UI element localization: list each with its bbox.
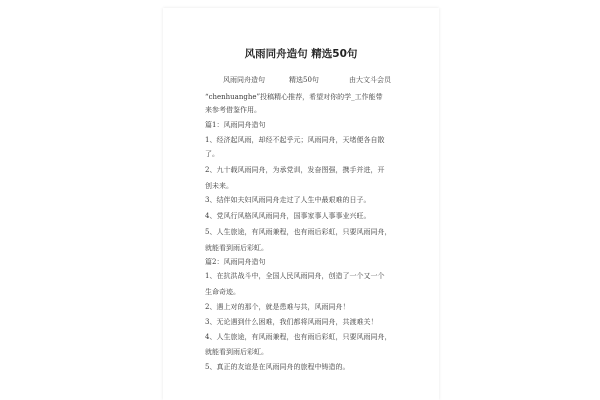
paragraph-line: 1、经济起风雨，却经不起乎元；风雨同舟，天堵便各自散 [205,136,385,144]
section-heading: 篇2：风雨同舟造句 [205,258,266,266]
meta-tag: 精选50句 [289,76,319,84]
paragraph-line: 2、九十载风雨同舟，为承党训，发奋图强，携手并进，开 [205,166,385,174]
paragraph-line: 2、遇上对的那个，就是患难与共，风雨同舟！ [205,303,350,311]
paragraph-line: 3、结伴如夫妇风雨同舟走过了人生中最艰难的日子。 [205,196,371,204]
document-meta [205,76,391,85]
meta-author: 由大文斗会员 [349,76,391,84]
intro-line: 来参考借鉴作用。 [205,106,261,114]
paragraph-line: 4、党风行风格风风雨同舟，国事家事人事事业兴旺。 [205,212,371,220]
paragraph-line: 生命奇迹。 [205,288,240,296]
paragraph-line: 5、真正的友谊是在风雨同舟的旅程中铸造的。 [205,363,350,371]
document-page [163,8,439,400]
meta-name: 风雨同舟造句 [223,76,265,84]
paragraph-line: 5、人生旅途，有风雨兼程，也有雨后彩虹，只要风雨同舟， [205,228,392,236]
paragraph-line: 了。 [205,150,219,158]
paragraph-line: 就能看到雨后彩虹。 [205,348,268,356]
paragraph-line: 创未来。 [205,182,233,190]
section-heading: 篇1：风雨同舟造句 [205,121,266,129]
document-title: 风雨同舟造句 精选50句 [244,48,358,60]
paragraph-line: 4、人生旅途，有风雨兼程，也有雨后彩虹，只要风雨同舟， [205,333,392,341]
intro-line: “chenhuanghe”投稿精心推荐，希望对你的学_工作能带 [205,93,383,101]
paragraph-line: 就能看到雨后彩虹。 [205,244,268,252]
paragraph-line: 1、在抗洪战斗中，全国人民风雨同舟，创造了一个又一个 [205,272,385,280]
paragraph-line: 3、无论遇到什么困难，我们都将风雨同舟，共渡难关！ [205,318,378,326]
